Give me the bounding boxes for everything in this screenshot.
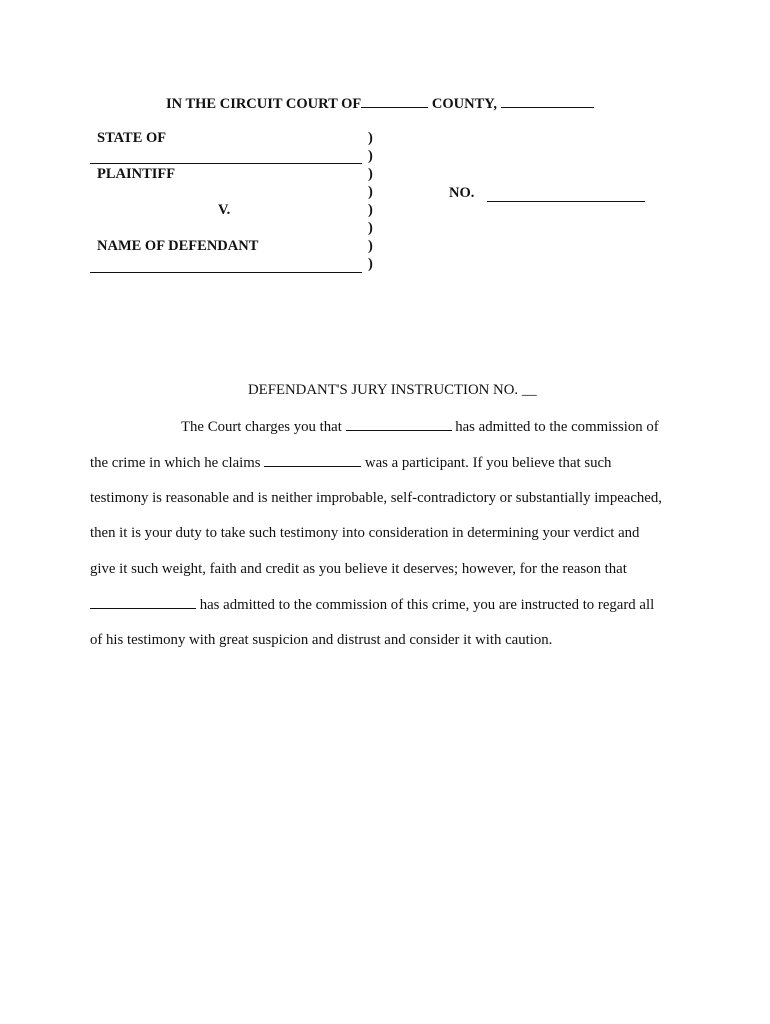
- instruction-line: of his testimony with great suspicion and distrust and consider it with caution.: [90, 632, 553, 648]
- instruction-line: testimony is reasonable and is neither improbable, self-contradictory or substantially impeached,: [90, 490, 662, 506]
- case-number-blank: [487, 201, 645, 202]
- circuit-blank: [361, 95, 428, 108]
- caption-paren: ): [368, 184, 373, 200]
- instruction-title: DEFENDANT'S JURY INSTRUCTION NO. __: [248, 382, 537, 398]
- caption-paren: ): [368, 166, 373, 182]
- versus-label: V.: [218, 202, 231, 218]
- caption-paren: ): [368, 256, 373, 272]
- plaintiff-label: PLAINTIFF: [97, 166, 176, 182]
- county-blank: [501, 95, 594, 108]
- court-header: [166, 95, 594, 113]
- defendant-blank-line: [90, 272, 362, 273]
- participant-blank: [264, 454, 361, 467]
- caption-paren: ): [368, 220, 373, 236]
- case-number-label: NO.: [449, 185, 475, 201]
- county-label: COUNTY,: [431, 96, 498, 112]
- instruction-line: has admitted to the commission of this crime, you are instructed to regard all: [90, 596, 654, 614]
- caption-paren: ): [368, 202, 373, 218]
- instruction-line: The Court charges you that has admitted to the commission of: [181, 419, 659, 435]
- state-blank-line: [90, 163, 362, 164]
- instruction-line: the crime in which he claims was a participant. If you believe that such: [90, 455, 612, 471]
- instruction-line: then it is your duty to take such testimony into consideration in determining your verdict and: [90, 525, 640, 541]
- instruction-line: give it such weight, faith and credit as you believe it deserves; however, for the reason that: [90, 561, 627, 577]
- witness-blank: [90, 596, 196, 609]
- court-prefix: IN THE CIRCUIT COURT OF: [166, 96, 362, 112]
- caption-paren: ): [368, 238, 373, 254]
- witness-blank: [346, 418, 452, 431]
- defendant-label: NAME OF DEFENDANT: [97, 238, 259, 254]
- caption-paren: ): [368, 130, 373, 146]
- caption-paren: ): [368, 148, 373, 164]
- state-of-label: STATE OF: [97, 130, 167, 146]
